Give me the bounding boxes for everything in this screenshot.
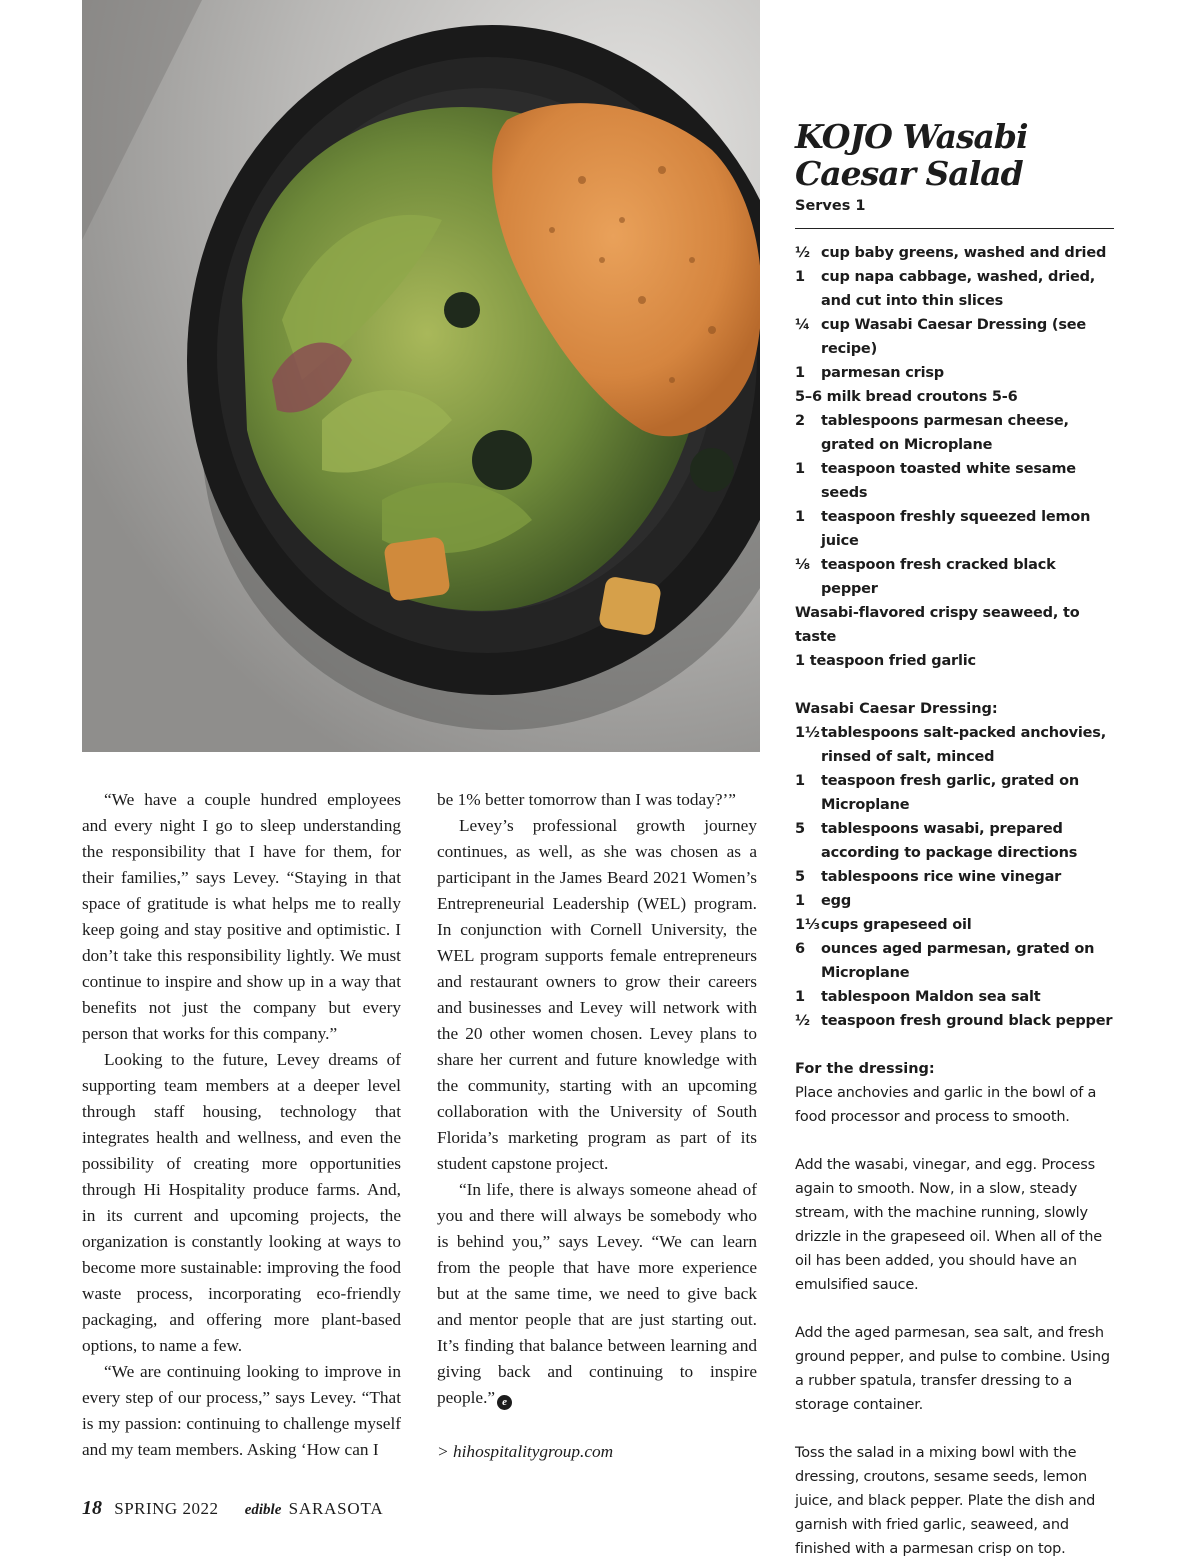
page-number: 18 bbox=[82, 1497, 102, 1519]
ingredient-quantity: ⅛ bbox=[795, 557, 810, 573]
website-link[interactable]: > hihospitalitygroup.com bbox=[437, 1442, 614, 1461]
ingredient-text: Wasabi-flavored crispy seaweed, to taste bbox=[795, 605, 1080, 645]
ingredient-item bbox=[795, 985, 1115, 1009]
ingredient-item bbox=[795, 553, 1115, 601]
ingredient-item bbox=[795, 265, 1115, 313]
article-paragraph-continued: be 1% better tomorrow than I was today?’” bbox=[437, 790, 736, 809]
ingredient-text: tablespoons wasabi, prepared according to package directions bbox=[821, 821, 1078, 861]
method-step: Place anchovies and garlic in the bowl of a food processor and process to smooth. bbox=[795, 1085, 1097, 1125]
ingredient-text: cup napa cabbage, washed, dried, and cut into thin slices bbox=[821, 269, 1096, 309]
ingredient-text: parmesan crisp bbox=[821, 365, 944, 381]
article-paragraph: Levey’s professional growth journey continues, as well, as she was chosen as a participant in the James Beard 2021 Women’s Entrepreneurial Leadership (WEL) program. In conjunction with Cornell University, the WEL program supports female entrepreneurs and restaurant owners to grow their careers and businesses and Levey will network with the 20 other women chosen. Levey plans to share her current and future knowledge with the community, starting with an upcoming collaboration with the University of South Florida’s marketing program as part of its student capstone project. bbox=[437, 816, 757, 1173]
ingredient-text: teaspoon fresh cracked black pepper bbox=[821, 557, 1056, 597]
method-step: Toss the salad in a mixing bowl with the dressing, croutons, sesame seeds, lemon juice, and black pepper. Plate the dish and garnish with fried garlic, seaweed, and finished with a parmesan crisp on top. bbox=[795, 1445, 1096, 1557]
ingredient-item bbox=[795, 1009, 1115, 1033]
article-paragraph: “We are continuing looking to improve in every step of our process,” says Levey. “That is my passion: continuing to challenge myself and my team members. Asking ‘How can I bbox=[82, 1362, 401, 1459]
ingredient-text: tablespoons parmesan cheese, grated on Microplane bbox=[821, 413, 1069, 453]
method-heading: For the dressing: bbox=[795, 1061, 935, 1077]
method-steps bbox=[795, 1081, 1115, 1558]
dressing-ingredient-list bbox=[795, 721, 1115, 1033]
ingredient-text: cups grapeseed oil bbox=[821, 917, 972, 933]
ingredient-text: tablespoon Maldon sea salt bbox=[821, 989, 1041, 1005]
ingredient-text: teaspoon fresh ground black pepper bbox=[821, 1013, 1113, 1029]
ingredient-text: teaspoon toasted white sesame seeds bbox=[821, 461, 1076, 501]
dressing-heading: Wasabi Caesar Dressing: bbox=[795, 701, 998, 717]
recipe-sidebar bbox=[795, 118, 1115, 1558]
ingredient-quantity: 1 bbox=[795, 893, 805, 909]
ingredient-quantity: 1 bbox=[795, 509, 805, 525]
ingredient-text: ounces aged parmesan, grated on Microplane bbox=[821, 941, 1095, 981]
ingredient-item bbox=[795, 313, 1115, 361]
ingredient-quantity: 1 bbox=[795, 365, 805, 381]
method-step: Add the aged parmesan, sea salt, and fresh ground pepper, and pulse to combine. Using a rubber spatula, transfer dressing to a storage container. bbox=[795, 1325, 1110, 1413]
ingredient-text: teaspoon freshly squeezed lemon juice bbox=[821, 509, 1091, 549]
ingredient-item bbox=[795, 937, 1115, 985]
ingredient-quantity: 6 bbox=[795, 941, 805, 957]
ingredient-text: tablespoons salt-packed anchovies, rinsed of salt, minced bbox=[821, 725, 1107, 765]
ingredient-quantity: 1 bbox=[795, 773, 805, 789]
ingredient-quantity: 1 bbox=[795, 461, 805, 477]
issue-season: SPRING 2022 bbox=[114, 1499, 219, 1518]
recipe-serves: Serves 1 bbox=[795, 198, 866, 214]
ingredient-item bbox=[795, 769, 1115, 817]
ingredient-text: teaspoon fresh garlic, grated on Microplane bbox=[821, 773, 1079, 813]
ingredient-text: tablespoons rice wine vinegar bbox=[821, 869, 1062, 885]
page-footer bbox=[82, 1496, 383, 1522]
ingredient-item bbox=[795, 385, 1115, 409]
salad-bowl-illustration bbox=[82, 0, 760, 752]
ingredient-item bbox=[795, 601, 1115, 649]
ingredient-quantity: 1 bbox=[795, 989, 805, 1005]
article-paragraph-final bbox=[437, 1177, 757, 1411]
ingredient-item bbox=[795, 817, 1115, 865]
publication-place: SARASOTA bbox=[288, 1499, 384, 1518]
ingredient-item bbox=[795, 505, 1115, 553]
end-mark-icon: e bbox=[497, 1395, 512, 1410]
ingredient-item bbox=[795, 913, 1115, 937]
ingredient-text: cup Wasabi Caesar Dressing (see recipe) bbox=[821, 317, 1087, 357]
ingredient-text: 1 teaspoon fried garlic bbox=[795, 653, 976, 669]
article-paragraph-text: “In life, there is always someone ahead of you and there will always be somebody who is behind you,” says Levey. “We can learn from the people that have more experience but at the same time, we need to give back and mentor people that are just starting out. It’s finding that balance between learning and giving back and continuing to inspire people.” bbox=[437, 1180, 757, 1407]
method-step: Add the wasabi, vinegar, and egg. Process again to smooth. Now, in a slow, steady stream, with the machine running, slowly drizzle in the grapeseed oil. When all of the oil has been added, you should have an emulsified sauce. bbox=[795, 1157, 1102, 1293]
ingredient-quantity: 2 bbox=[795, 413, 805, 429]
recipe-title-line-1: KOJO Wasabi bbox=[795, 117, 1028, 156]
article-paragraph: “We have a couple hundred employees and every night I go to sleep understanding the responsibility that I have for them, for their families,” says Levey. “Staying in that space of gratitude is what helps me to really keep going and stay positive and optimistic. I don’t take this responsibility lightly. We must continue to inspire and show up in a way that benefits not just the company but every person that works for this company.” bbox=[82, 790, 401, 1043]
ingredient-text: egg bbox=[821, 893, 851, 909]
ingredient-item bbox=[795, 649, 1115, 673]
ingredient-item bbox=[795, 241, 1115, 265]
publication-brand: edible bbox=[244, 1502, 282, 1518]
ingredient-quantity: ¼ bbox=[795, 317, 810, 333]
ingredient-text: cup baby greens, washed and dried bbox=[821, 245, 1107, 261]
ingredient-quantity: 5 bbox=[795, 869, 805, 885]
divider bbox=[795, 228, 1114, 229]
ingredient-quantity: ½ bbox=[795, 245, 810, 261]
ingredient-quantity: 1½ bbox=[795, 725, 820, 741]
ingredient-item bbox=[795, 865, 1115, 889]
recipe-title bbox=[795, 118, 1115, 192]
ingredient-quantity: ½ bbox=[795, 1013, 810, 1029]
salad-photo bbox=[82, 0, 760, 752]
ingredient-item bbox=[795, 889, 1115, 913]
ingredient-quantity: 1 bbox=[795, 269, 805, 285]
article-column-1 bbox=[82, 787, 401, 1463]
ingredient-list bbox=[795, 241, 1115, 673]
ingredient-quantity: 1⅓ bbox=[795, 917, 820, 933]
ingredient-item bbox=[795, 361, 1115, 385]
article-paragraph: Looking to the future, Levey dreams of supporting team members at a deeper level through staff housing, technology that integrates health and wellness, and even the possibility of creating more opportunities through Hi Hospitality produce farms. And, in its current and upcoming projects, the organization is constantly looking at ways to become more sustainable: improving the food waste process, incorporating eco-friendly packaging, and offering more plant-based options, to name a few. bbox=[82, 1050, 401, 1355]
recipe-title-line-2: Caesar Salad bbox=[795, 154, 1023, 193]
article-column-2 bbox=[437, 787, 757, 1465]
ingredient-text: 5–6 milk bread croutons 5-6 bbox=[795, 389, 1018, 405]
ingredient-quantity: 5 bbox=[795, 821, 805, 837]
ingredient-item bbox=[795, 721, 1115, 769]
ingredient-item bbox=[795, 457, 1115, 505]
ingredient-item bbox=[795, 409, 1115, 457]
